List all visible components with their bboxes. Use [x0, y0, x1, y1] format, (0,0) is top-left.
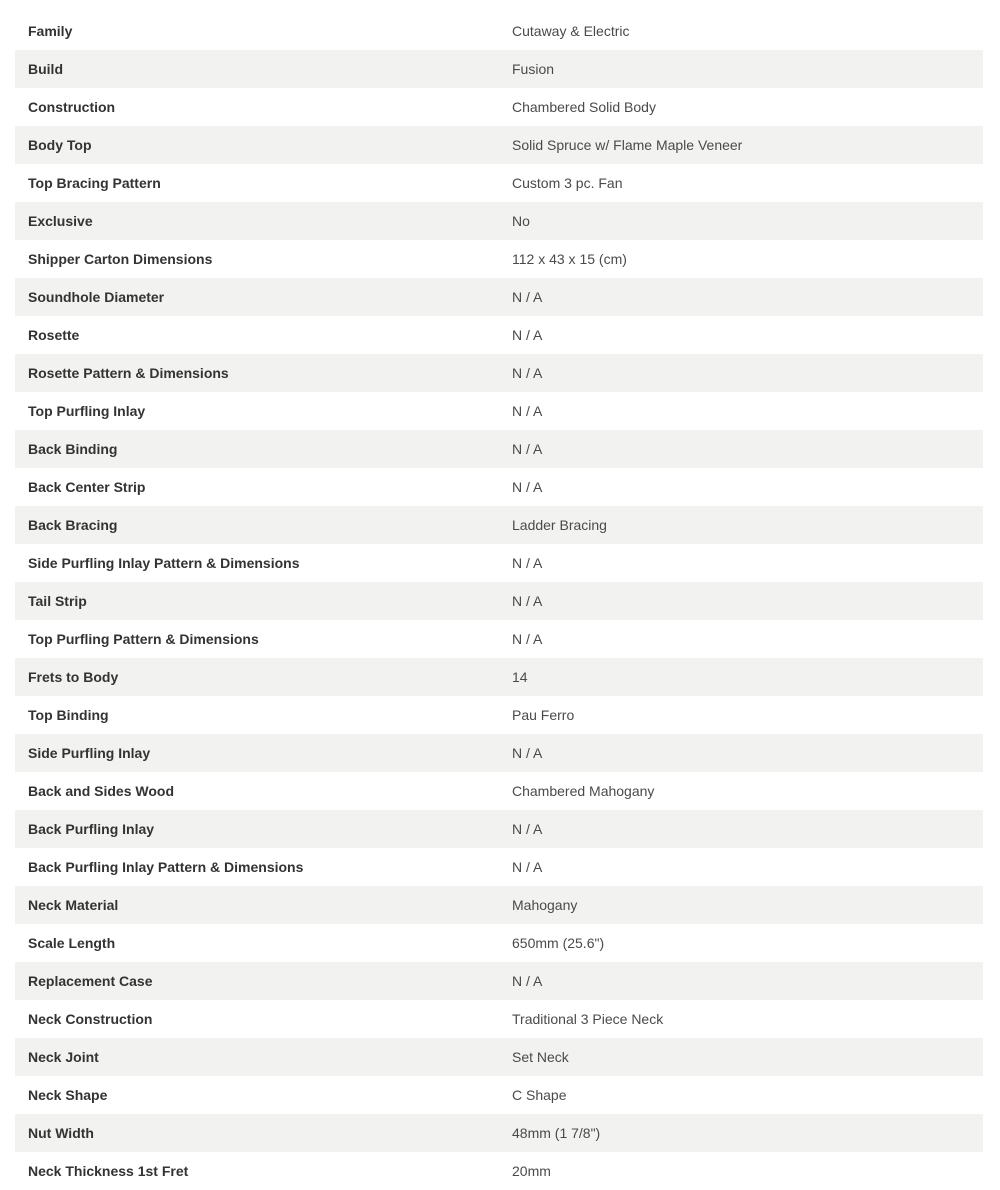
spec-label: Rosette [28, 327, 80, 343]
spec-row [15, 848, 983, 886]
spec-value: Solid Spruce w/ Flame Maple Veneer [512, 137, 743, 153]
spec-row [15, 50, 983, 88]
spec-row [15, 734, 983, 772]
spec-value: N / A [512, 403, 543, 419]
spec-value: N / A [512, 745, 543, 761]
spec-label: Construction [28, 99, 116, 115]
spec-row [15, 1114, 983, 1152]
spec-value: N / A [512, 365, 543, 381]
spec-row [15, 88, 983, 126]
spec-value: N / A [512, 631, 543, 647]
spec-value: No [512, 213, 530, 229]
spec-value: N / A [512, 859, 543, 875]
spec-row [15, 658, 983, 696]
spec-label: Back Center Strip [28, 479, 146, 495]
spec-row [15, 696, 983, 734]
spec-row [15, 1038, 983, 1076]
spec-label: Side Purfling Inlay Pattern & Dimensions [28, 555, 300, 571]
spec-value: N / A [512, 821, 543, 837]
spec-value: Traditional 3 Piece Neck [512, 1011, 664, 1027]
spec-label: Back Purfling Inlay Pattern & Dimensions [28, 859, 304, 875]
spec-row [15, 354, 983, 392]
spec-row [15, 316, 983, 354]
spec-label: Exclusive [28, 213, 93, 229]
spec-value: N / A [512, 555, 543, 571]
spec-label: Top Binding [28, 707, 109, 723]
spec-label: Back and Sides Wood [28, 783, 174, 799]
spec-value: Custom 3 pc. Fan [512, 175, 623, 191]
spec-label: Top Purfling Inlay [28, 403, 146, 419]
spec-label: Nut Width [28, 1125, 94, 1141]
spec-row [15, 962, 983, 1000]
spec-row [15, 1000, 983, 1038]
spec-value: Cutaway & Electric [512, 23, 630, 39]
spec-value: 48mm (1 7/8") [512, 1125, 601, 1141]
spec-value: 20mm [512, 1163, 551, 1179]
spec-value: 650mm (25.6") [512, 935, 605, 951]
spec-value: Set Neck [512, 1049, 569, 1065]
spec-label: Top Purfling Pattern & Dimensions [28, 631, 259, 647]
spec-label: Tail Strip [28, 593, 87, 609]
spec-label: Build [28, 61, 63, 77]
spec-value: Mahogany [512, 897, 578, 913]
spec-label: Back Bracing [28, 517, 118, 533]
spec-row [15, 924, 983, 962]
spec-label: Replacement Case [28, 973, 153, 989]
spec-label: Back Purfling Inlay [28, 821, 155, 837]
spec-row [15, 810, 983, 848]
spec-row [15, 886, 983, 924]
spec-row [15, 620, 983, 658]
spec-row [15, 468, 983, 506]
spec-value: N / A [512, 289, 543, 305]
spec-row [15, 126, 983, 164]
spec-value: N / A [512, 441, 543, 457]
spec-row [15, 582, 983, 620]
spec-label: Rosette Pattern & Dimensions [28, 365, 229, 381]
spec-row [15, 392, 983, 430]
spec-value: 14 [512, 669, 528, 685]
spec-label: Soundhole Diameter [28, 289, 165, 305]
spec-row [15, 506, 983, 544]
spec-label: Neck Material [28, 897, 119, 913]
spec-label: Neck Shape [28, 1087, 108, 1103]
spec-label: Side Purfling Inlay [28, 745, 151, 761]
spec-row [15, 240, 983, 278]
spec-value: N / A [512, 973, 543, 989]
spec-row [15, 202, 983, 240]
spec-label: Body Top [28, 137, 92, 153]
spec-row [15, 1076, 983, 1114]
spec-value: N / A [512, 479, 543, 495]
spec-value: C Shape [512, 1087, 567, 1103]
spec-row [15, 430, 983, 468]
spec-row [15, 278, 983, 316]
spec-label: Neck Joint [28, 1049, 99, 1065]
spec-value: Chambered Mahogany [512, 783, 655, 799]
spec-label: Top Bracing Pattern [28, 175, 161, 191]
spec-label: Shipper Carton Dimensions [28, 251, 213, 267]
spec-label: Scale Length [28, 935, 116, 951]
spec-value: Pau Ferro [512, 707, 575, 723]
spec-value: Chambered Solid Body [512, 99, 656, 115]
spec-value: Fusion [512, 61, 555, 77]
spec-value: N / A [512, 593, 543, 609]
specifications-table [15, 12, 983, 1190]
spec-row [15, 772, 983, 810]
spec-row [15, 164, 983, 202]
spec-label: Frets to Body [28, 669, 119, 685]
spec-label: Back Binding [28, 441, 118, 457]
spec-label: Neck Thickness 1st Fret [28, 1163, 189, 1179]
spec-value: N / A [512, 327, 543, 343]
spec-row [15, 544, 983, 582]
spec-value: Ladder Bracing [512, 517, 607, 533]
spec-row [15, 12, 983, 50]
spec-value: 112 x 43 x 15 (cm) [512, 251, 627, 267]
spec-label: Neck Construction [28, 1011, 153, 1027]
spec-row [15, 1152, 983, 1190]
spec-label: Family [28, 23, 73, 39]
